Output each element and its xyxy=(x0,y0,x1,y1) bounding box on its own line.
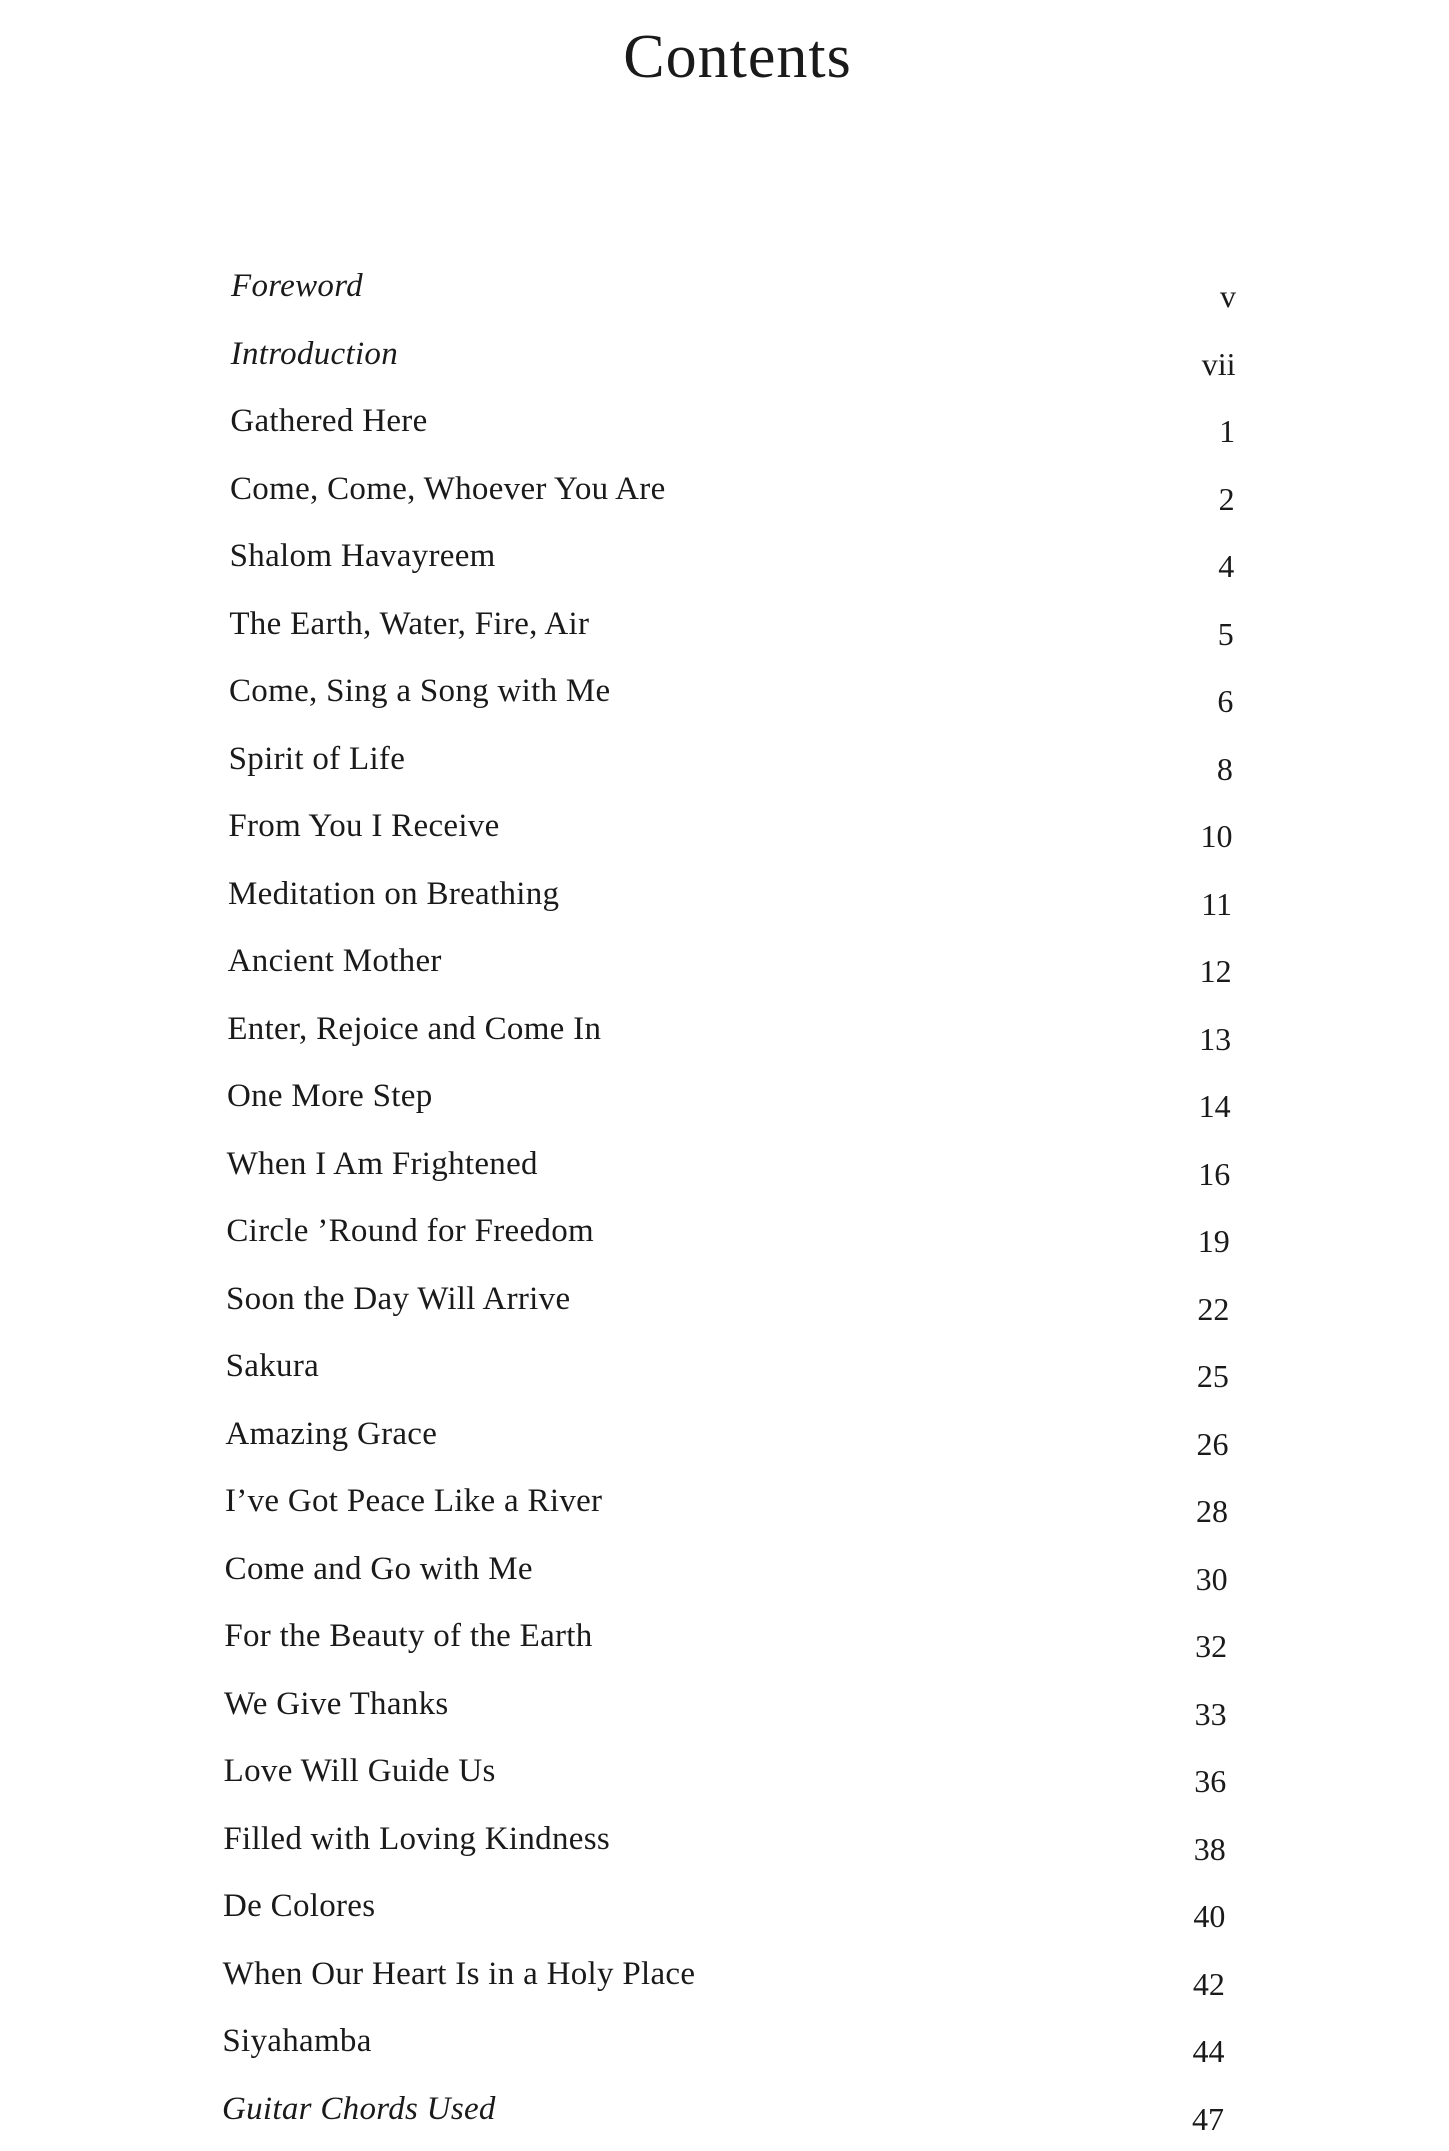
toc-entry[interactable] xyxy=(0,606,1449,666)
toc-entry-title: Amazing Grace xyxy=(225,1415,438,1452)
toc-entry-title: Gathered Here xyxy=(230,403,428,439)
toc-entry[interactable] xyxy=(0,1213,1449,1273)
toc-entry-page: 13 xyxy=(1199,1020,1232,1057)
toc-entry-page: 2 xyxy=(1218,480,1235,517)
toc-entry-page: 14 xyxy=(1198,1088,1231,1124)
toc-entry[interactable] xyxy=(0,471,1449,531)
toc-entry[interactable] xyxy=(0,1281,1449,1341)
toc-entry-title: Filled with Loving Kindness xyxy=(223,1820,611,1857)
toc-entry-page: 38 xyxy=(1193,1830,1226,1867)
toc-entry[interactable] xyxy=(0,403,1449,463)
toc-entry[interactable] xyxy=(0,2023,1449,2083)
toc-entry[interactable] xyxy=(0,1551,1449,1611)
toc-entry-title: De Colores xyxy=(223,1888,376,1924)
toc-entry[interactable] xyxy=(0,673,1449,733)
toc-entry[interactable] xyxy=(0,1956,1449,2016)
toc-entry[interactable] xyxy=(0,336,1449,396)
toc-entry-page: 36 xyxy=(1194,1763,1227,1799)
toc-entry-page: 25 xyxy=(1196,1358,1229,1394)
toc-entry-title: The Earth, Water, Fire, Air xyxy=(229,605,590,642)
toc-entry-title: Foreword xyxy=(231,268,363,304)
toc-entry-title: One More Step xyxy=(227,1078,433,1114)
toc-entry-page: 32 xyxy=(1195,1628,1228,1664)
toc-entry-title: I’ve Got Peace Like a River xyxy=(225,1483,603,1519)
toc-entry[interactable] xyxy=(0,1686,1449,1746)
toc-entry-title: Sakura xyxy=(225,1348,320,1384)
toc-entry-page: 42 xyxy=(1192,1965,1225,2002)
toc-entry-title: Enter, Rejoice and Come In xyxy=(227,1010,602,1047)
toc-entry[interactable] xyxy=(0,1618,1449,1678)
toc-entry-page: 26 xyxy=(1196,1425,1229,1462)
toc-entry-page: 11 xyxy=(1201,885,1232,922)
toc-entry-page: 30 xyxy=(1195,1560,1228,1597)
toc-entry[interactable] xyxy=(0,1348,1449,1408)
toc-entry-title: Come, Come, Whoever You Are xyxy=(230,470,666,507)
toc-entry-page: 6 xyxy=(1217,683,1234,719)
toc-entry[interactable] xyxy=(0,1078,1449,1138)
toc-entry-title: Soon the Day Will Arrive xyxy=(226,1280,571,1317)
toc-entry-title: Ancient Mother xyxy=(227,943,442,979)
toc-entry-title: When Our Heart Is in a Holy Place xyxy=(222,1955,696,1992)
toc-entry-page: v xyxy=(1220,278,1236,314)
toc-entry[interactable] xyxy=(0,1753,1449,1813)
toc-entry-page: 40 xyxy=(1193,1898,1226,1934)
toc-entry[interactable] xyxy=(0,943,1449,1003)
toc-entry-title: Introduction xyxy=(230,335,399,372)
toc-entry-page: 5 xyxy=(1217,615,1234,652)
toc-entry-page: 1 xyxy=(1219,413,1236,449)
toc-entry-title: Circle ’Round for Freedom xyxy=(226,1213,594,1249)
toc-entry[interactable] xyxy=(0,1888,1449,1948)
toc-entry-title: When I Am Frightened xyxy=(226,1145,538,1182)
toc-entry-page: 33 xyxy=(1194,1695,1227,1732)
toc-entry[interactable] xyxy=(0,741,1449,801)
toc-entry-title: Come and Go with Me xyxy=(224,1550,533,1587)
toc-entry[interactable] xyxy=(0,876,1449,936)
toc-entry-title: Love Will Guide Us xyxy=(223,1753,496,1789)
toc-entry[interactable] xyxy=(0,1416,1449,1476)
toc-entry-title: Shalom Havayreem xyxy=(229,538,496,574)
toc-entry-page: 16 xyxy=(1198,1155,1231,1192)
toc-entry-title: For the Beauty of the Earth xyxy=(224,1618,593,1654)
toc-entry[interactable] xyxy=(0,2091,1449,2151)
toc-entry-page: 8 xyxy=(1216,750,1233,787)
toc-entry[interactable] xyxy=(0,1011,1449,1071)
toc-entry-page: vii xyxy=(1201,345,1236,382)
toc-entry-page: 47 xyxy=(1192,2100,1224,2137)
toc-entry-title: Siyahamba xyxy=(222,2023,372,2059)
toc-entry-page: 28 xyxy=(1196,1493,1228,1529)
toc-entry-page: 10 xyxy=(1200,818,1233,854)
toc-entry[interactable] xyxy=(0,1146,1449,1206)
toc-entry-title: Meditation on Breathing xyxy=(228,875,560,912)
toc-entry-page: 12 xyxy=(1199,953,1232,989)
toc-entry-title: Spirit of Life xyxy=(228,740,406,777)
toc-entry[interactable] xyxy=(0,1821,1449,1881)
toc-entry-title: Guitar Chords Used xyxy=(222,2090,496,2127)
toc-entry[interactable] xyxy=(0,808,1449,868)
page-title: Contents xyxy=(623,23,852,91)
toc-entry[interactable] xyxy=(0,538,1449,598)
toc-entry-page: 44 xyxy=(1192,2033,1225,2069)
toc-entry[interactable] xyxy=(0,268,1449,328)
toc-entry-title: From You I Receive xyxy=(228,808,500,844)
toc-entry-page: 22 xyxy=(1197,1290,1230,1327)
toc-entry[interactable] xyxy=(0,1483,1449,1543)
toc-entry-title: We Give Thanks xyxy=(224,1685,449,1722)
toc-entry-page: 19 xyxy=(1197,1223,1230,1259)
toc-entry-page: 4 xyxy=(1218,548,1235,584)
toc-entry-title: Come, Sing a Song with Me xyxy=(229,673,611,709)
